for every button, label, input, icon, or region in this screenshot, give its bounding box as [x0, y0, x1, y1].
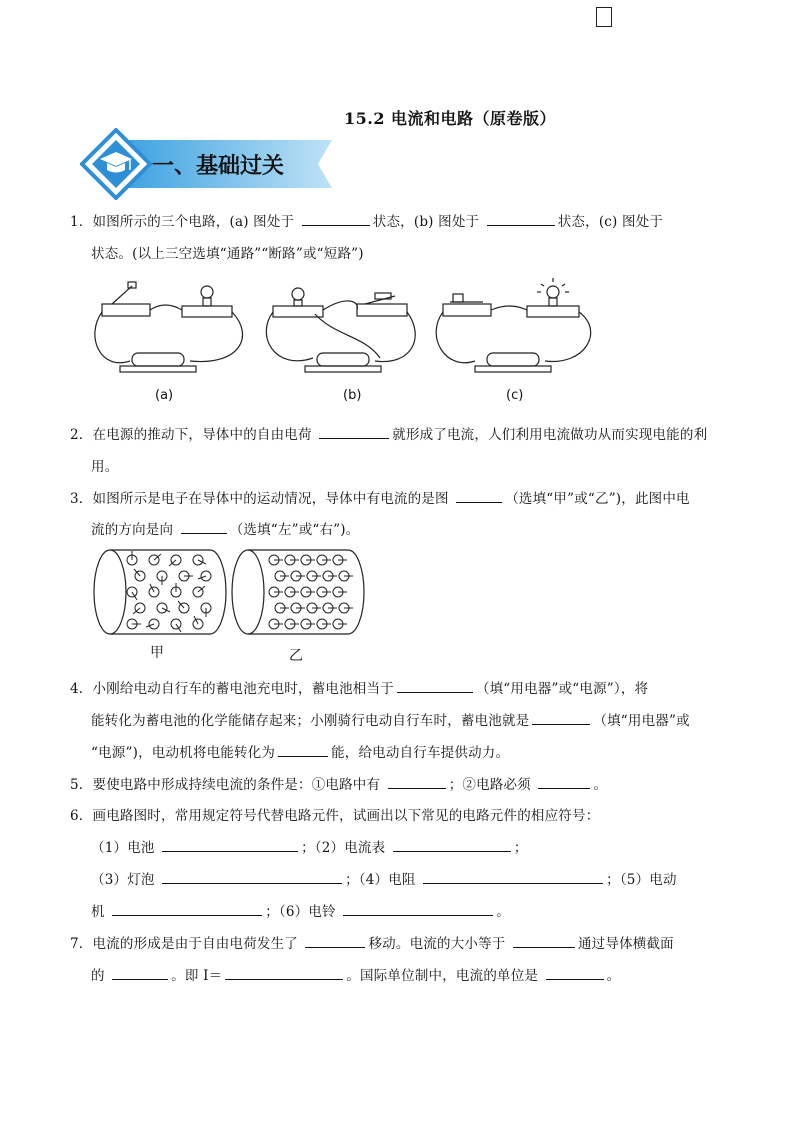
circuit-c: [436, 278, 591, 372]
q7-blank-c[interactable]: [112, 965, 168, 980]
q7-blank-e[interactable]: [546, 965, 604, 980]
section-label: 一、基础过关: [152, 153, 285, 179]
q6-blank-1[interactable]: [162, 837, 298, 852]
q4-blank-a[interactable]: [397, 678, 473, 693]
q4-line1: 4．小刚给电动自行车的蓄电池充电时，蓄电池相当于 （填“用电器”或“电源”），将: [70, 677, 648, 697]
q7-line2: 的 。即 I＝ 。国际单位制中，电流的单位是 。: [91, 964, 620, 984]
electron-group-yi: [269, 555, 353, 629]
circuit-a: [95, 282, 243, 372]
q3-blank-b[interactable]: [181, 519, 227, 534]
q7-line1: 7．电流的形成是由于自由电荷发生了 移动。电流的大小等于 通过导体横截面: [70, 932, 674, 952]
circuit-label-c: (c): [506, 388, 524, 403]
q6-line3: （3）灯泡 ；（4）电阻 ；（5）电动: [91, 868, 677, 888]
q5-blank-a[interactable]: [388, 774, 446, 789]
q1-line2: 状态。(以上三空选填“通路”“断路”或“短路”): [91, 246, 364, 262]
corner-checkbox: [596, 7, 612, 27]
q7-blank-a[interactable]: [305, 933, 365, 948]
conductor-jia: [94, 550, 226, 634]
q6-blank-2[interactable]: [393, 837, 511, 852]
electron-group-jia: [127, 551, 211, 632]
electron-label-yi: 乙: [289, 648, 303, 664]
circuit-diagrams: [90, 276, 610, 406]
electron-label-jia: 甲: [150, 645, 164, 661]
electron-arrow: [132, 592, 137, 600]
q1-blank-b[interactable]: [487, 211, 555, 226]
q6-blank-4[interactable]: [423, 869, 603, 884]
q3-line1: 3．如图所示是电子在导体中的运动情况，导体中有电流的是图 （选填“甲”或“乙”)，此图中电: [70, 487, 690, 507]
q6-line4: 机 ；（6）电铃 。: [91, 900, 510, 920]
circuit-label-a: (a): [155, 388, 174, 403]
q2-line2: 用。: [91, 459, 119, 475]
q6-blank-5[interactable]: [112, 901, 262, 916]
q4-line3: “电源”)，电动机将电能转化为 能，给电动自行车提供动力。: [91, 741, 509, 761]
page-title: 15.2 电流和电路（原卷版）: [344, 109, 557, 128]
q2-blank[interactable]: [319, 424, 389, 439]
q4-line2: 能转化为蓄电池的化学能储存起来；小刚骑行电动自行车时，蓄电池就是 （填“用电器”或: [91, 709, 690, 729]
circuit-b: [266, 288, 415, 372]
q1-line1: 1．如图所示的三个电路，(a) 图处于 状态，(b) 图处于 状态，(c) 图处于: [70, 210, 663, 230]
q5-blank-b[interactable]: [538, 774, 590, 789]
q6-line1: 6．画电路图时，常用规定符号代替电路元件，试画出以下常见的电路元件的相应符号：: [70, 808, 600, 824]
q3-blank-a[interactable]: [456, 488, 502, 503]
electron-arrow: [176, 624, 181, 632]
q6-blank-3[interactable]: [162, 869, 342, 884]
q6-line2: （1）电池 ；（2）电流表 ；: [91, 836, 528, 856]
q1-blank-a[interactable]: [302, 211, 370, 226]
q7-blank-b[interactable]: [513, 933, 575, 948]
q4-blank-c[interactable]: [278, 742, 328, 757]
q3-line2: 流的方向是向 （选填“左”或“右”)。: [91, 518, 359, 538]
electron-diagrams: [92, 548, 372, 640]
q6-blank-6[interactable]: [343, 901, 493, 916]
q5-line: 5．要使电路中形成持续电流的条件是：①电路中有 ；②电路必须 。: [70, 773, 607, 793]
q7-blank-d[interactable]: [225, 965, 343, 980]
circuit-label-b: (b): [343, 388, 362, 403]
q2-line1: 2．在电源的推动下，导体中的自由电荷 就形成了电流，人们利用电流做功从而实现电能的利: [70, 423, 707, 443]
q4-blank-b[interactable]: [532, 710, 590, 725]
